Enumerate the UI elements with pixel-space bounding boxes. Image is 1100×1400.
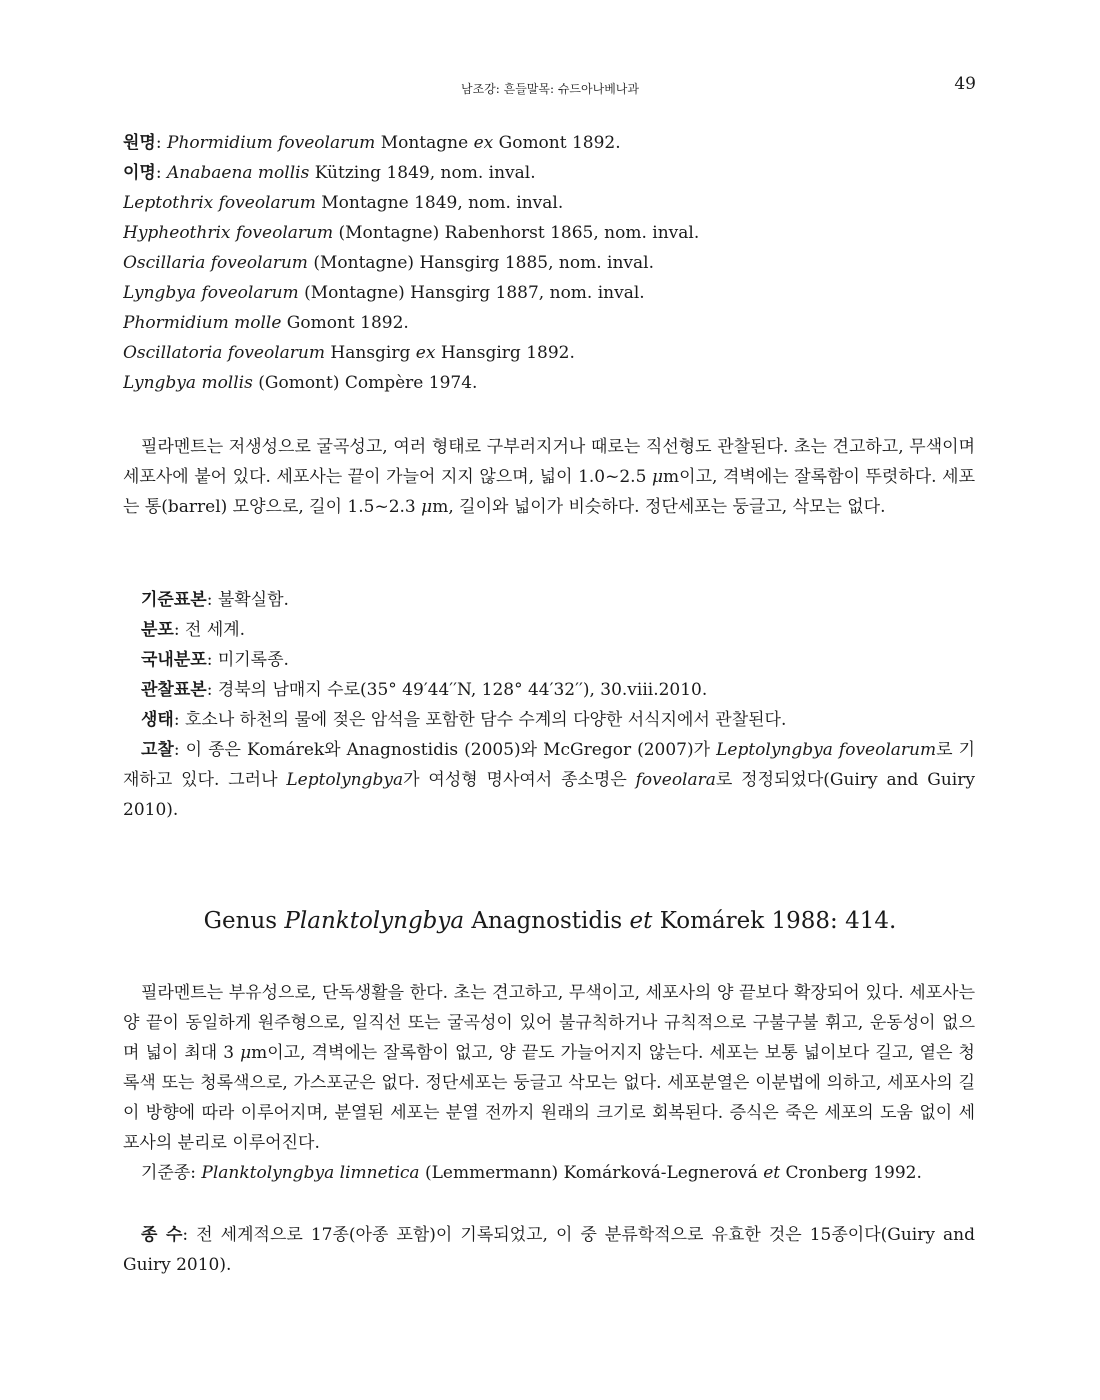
species-description [123, 432, 975, 522]
remarks-text: 로 정정되었다(Guiry and Guiry 2010). [123, 770, 975, 820]
genus-description-text: 필라멘트는 부유성으로, 단독생활을 한다. 초는 견고하고, 무색이고, 세포사의 양 끝보다 확장되어 있다. 세포사는 양 끝이 동일하게 원주형으로, 일직선 또는 굴곡성이 있어 불규칙하거나 규칙적으로 구불구불 휘고, 운동성이 없으며 넓이 최대 3 [123, 983, 975, 1063]
species-details [123, 585, 975, 825]
page-number: 49 [954, 74, 976, 94]
remarks-text: 로 기재하고 있다. 그러나 [123, 740, 976, 790]
type-specimen-field [123, 585, 975, 615]
genus-author: Anagnostidis [471, 908, 623, 934]
remarks-label: 고찰 [141, 740, 174, 760]
type-species-label: 기준종: [141, 1163, 202, 1183]
original-name-line: 원명: Phormidium foveolarum Montagne ex Gomont 1892. [123, 133, 621, 153]
synonym-line [123, 308, 975, 338]
synonym-author: (Montagne) Rabenhorst 1865, nom. inval. [338, 223, 700, 243]
micro-symbol: μ [651, 467, 664, 487]
korea-distribution-label: 국내분포 [141, 650, 207, 670]
genus-description [123, 978, 975, 1188]
type-species-line [123, 1158, 975, 1188]
ecology-value: : 호소나 하천의 물에 젖은 암석을 포함한 담수 수계의 다양한 서식지에서 관찰된다. [173, 710, 787, 730]
species-count [123, 1220, 975, 1280]
micro-symbol: μ [421, 497, 433, 517]
genus-heading [0, 908, 1100, 934]
synonym-line [123, 368, 975, 398]
synonym-taxon: Lyngbya foveolarum [123, 283, 299, 303]
species-count-paragraph [123, 1220, 975, 1280]
synonym-line: 이명: Anabaena mollis Kützing 1849, nom. inval. [123, 163, 536, 183]
korea-distribution-field [123, 645, 975, 675]
original-name-ex: ex [473, 133, 494, 153]
original-name-label: 원명 [123, 133, 156, 153]
remarks-field [123, 735, 975, 825]
synonym-line [123, 188, 975, 218]
synonym-author: Montagne 1849, nom. inval. [321, 193, 564, 213]
synonym-author: (Montagne) Hansgirg 1887, nom. inval. [304, 283, 645, 303]
remarks-taxon: foveolara [635, 770, 716, 790]
synonym-taxon: Phormidium molle [123, 313, 282, 333]
original-name-taxon: Phormidium foveolarum [167, 133, 376, 153]
species-count-text: : 전 세계적으로 17종(아종 포함)이 기록되었고, 이 중 분류학적으로 유효한 것은 15종이다(Guiry and Guiry 2010). [123, 1225, 975, 1275]
synonym-ex: ex [415, 343, 436, 363]
synonym-author-2: Hansgirg 1892. [440, 343, 575, 363]
synonym-taxon: Lyngbya mollis [123, 373, 253, 393]
micro-symbol: μ [240, 1043, 252, 1063]
species-count-label: 종 수 [141, 1225, 183, 1245]
observed-specimen-label: 관찰표본 [141, 680, 207, 700]
running-header: 남조강: 흔들말목: 슈드아나베나과 [460, 82, 639, 96]
type-species-author-2: Cronberg 1992. [785, 1163, 922, 1183]
type-species-taxon: Planktolyngbya limnetica [201, 1163, 420, 1183]
synonym-taxon: Oscillaria foveolarum [123, 253, 308, 273]
synonym-author: Hansgirg [330, 343, 411, 363]
nomenclature-block [123, 128, 975, 398]
synonym-author: (Gomont) Compère 1974. [258, 373, 478, 393]
genus-name: Planktolyngbya [284, 908, 465, 934]
ecology-field [123, 705, 975, 735]
synonym-author: Gomont 1892. [286, 313, 409, 333]
distribution-value: : 전 세계. [173, 620, 246, 640]
synonym-taxon: Anabaena mollis [167, 163, 310, 183]
type-specimen-value: : 불확실함. [206, 590, 289, 610]
synonym-author: (Montagne) Hansgirg 1885, nom. inval. [313, 253, 654, 273]
korea-distribution-value: : 미기록종. [206, 650, 289, 670]
synonym-taxon: Oscillatoria foveolarum [123, 343, 325, 363]
description-text: m, 길이와 넓이가 비슷하다. 정단세포는 둥글고, 삭모는 없다. [432, 497, 886, 517]
ecology-label: 생태 [141, 710, 174, 730]
remarks-taxon: Leptolyngbya foveolarum [716, 740, 937, 760]
genus-description-text: m이고, 격벽에는 잘록함이 없고, 양 끝도 가늘어지지 않는다. 세포는 보통 넓이보다 길고, 옅은 청록색 또는 청록색으로, 가스포군은 없다. 정단세포는 둥글고 삭모는 없다. 세포분열은 이분법에 의하고, 세포사의 길이 방향에 따라 이루어지며, 분열된 세포는 분열 전까지 원래의 크기로 회복된다. 증식은 죽은 세포의 도움 없이 세포사의 분리로 이루어진다. [123, 1043, 975, 1153]
genus-author-2: Komárek 1988: 414. [659, 908, 897, 934]
synonym-taxon: Leptothrix foveolarum [123, 193, 316, 213]
remarks-text: 가 여성형 명사여서 종소명은 [403, 770, 636, 790]
original-name-author-2: Gomont 1892. [498, 133, 621, 153]
remarks-text: : 이 종은 Komárek와 Anagnostidis (2005)와 McGregor (2007)가 [173, 740, 717, 760]
synonym-author: Kützing 1849, nom. inval. [314, 163, 536, 183]
type-specimen-label: 기준표본 [141, 590, 207, 610]
original-name-author: Montagne [380, 133, 469, 153]
distribution-field [123, 615, 975, 645]
synonym-line [123, 278, 975, 308]
distribution-label: 분포 [141, 620, 174, 640]
genus-prefix: Genus [203, 908, 278, 934]
description-text: 필라멘트는 저생성으로 굴곡성고, 여러 형태로 구부러지거나 때로는 직선형도 관찰된다. 초는 견고하고, 무색이며 세포사에 붙어 있다. 세포사는 끝이 가늘어 지지 않으며, 넓이 1.0~2.5 [123, 437, 975, 487]
type-species-author: (Lemmermann) Komárková-Legnerová [424, 1163, 758, 1183]
description-text: m이고, 격벽에는 잘록함이 뚜렷하다. 세포는 통(barrel) 모양으로, 길이 1.5~2.3 [123, 467, 975, 517]
description-paragraph [123, 432, 975, 522]
synonym-taxon: Hypheothrix foveolarum [123, 223, 334, 243]
synonym-label: 이명 [123, 163, 156, 183]
genus-et: et [629, 908, 653, 934]
synonym-line [123, 338, 975, 368]
synonym-line [123, 248, 975, 278]
observed-specimen-value: : 경북의 남매지 수로(35° 49′44′′N, 128° 44′32′′), 30.viii.2010. [206, 680, 708, 700]
type-species-et: et [763, 1163, 781, 1183]
remarks-taxon: Leptolyngbya [286, 770, 404, 790]
synonym-line [123, 218, 975, 248]
genus-description-paragraph [123, 978, 975, 1158]
observed-specimen-field [123, 675, 975, 705]
